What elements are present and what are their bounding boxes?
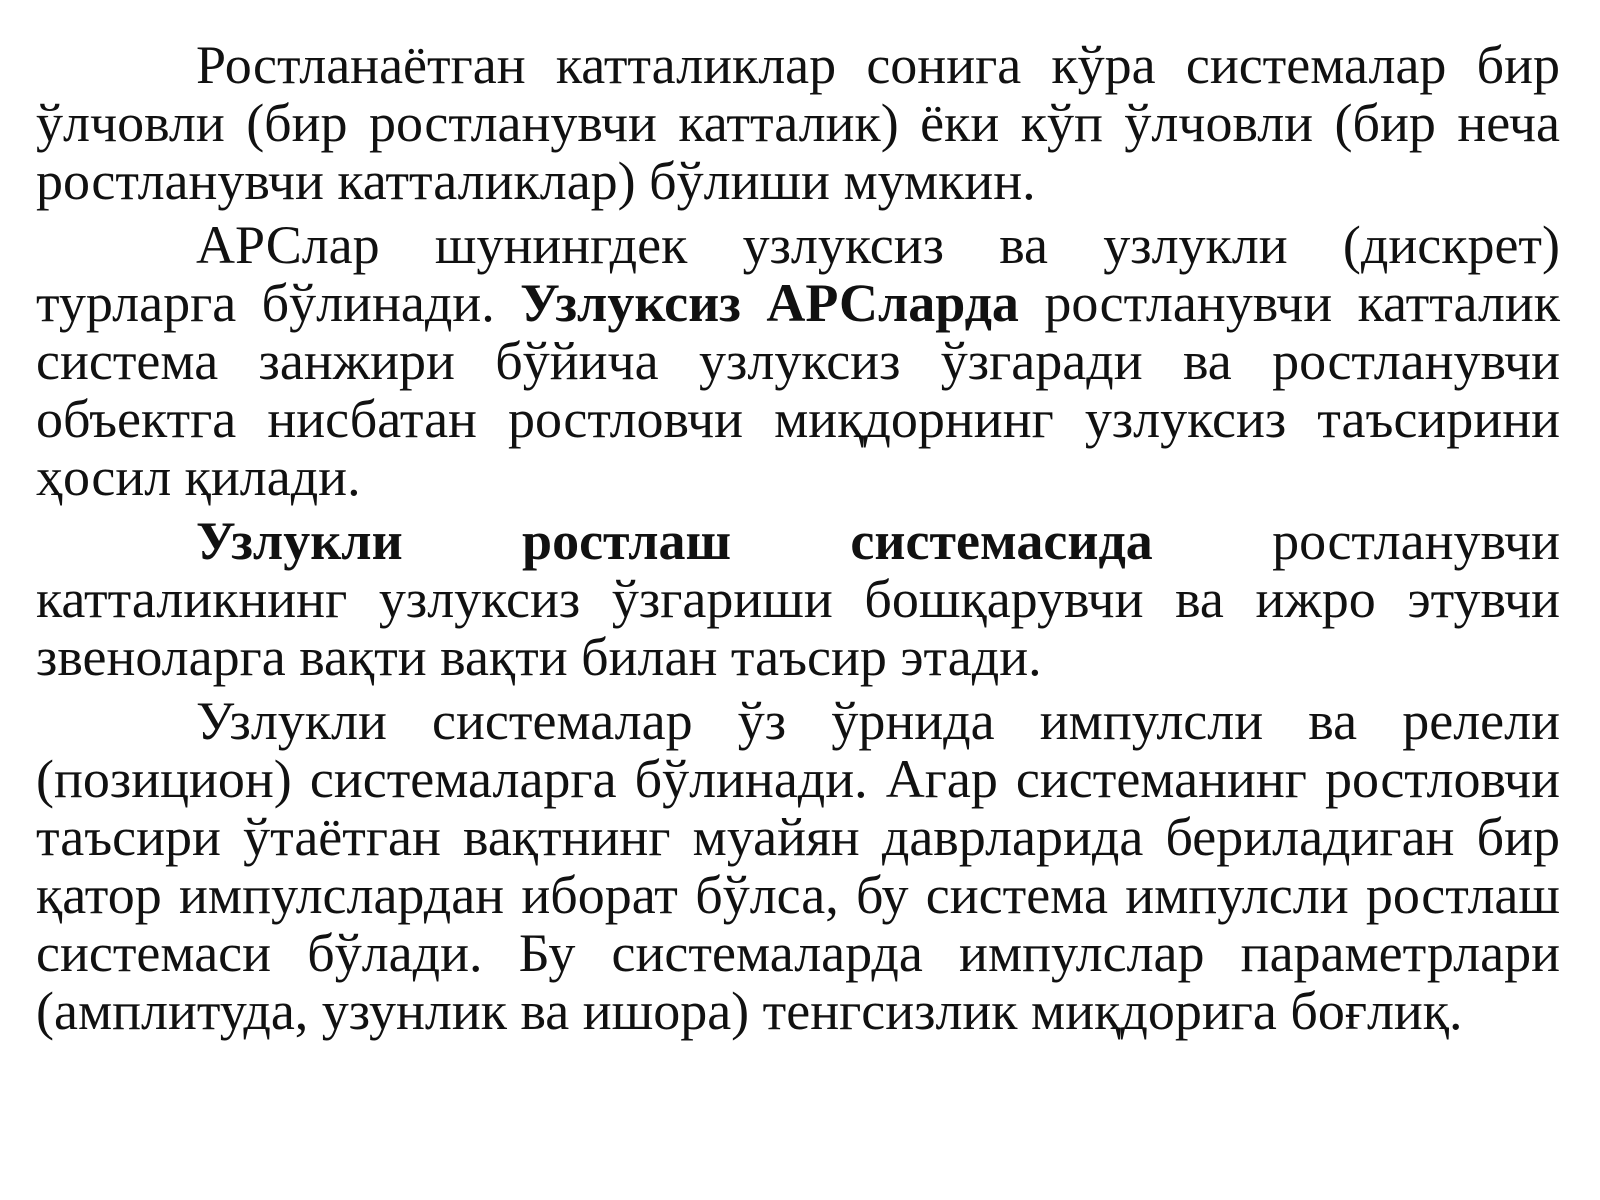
paragraph-2-text-a: АРСлар шунингдек узлуксиз ва узлукли (дискрет) турларга бўлинади. bbox=[36, 215, 1560, 333]
paragraph-1 bbox=[36, 36, 1560, 210]
document-page bbox=[36, 36, 1560, 1046]
paragraph-3-text: ростланувчи катталикнинг узлуксиз ўзгариши бошқарувчи ва ижро этувчи звеноларга вақти вақти билан таъсир этади. bbox=[36, 511, 1560, 687]
term-continuous-ars: Узлуксиз АРСларда bbox=[520, 273, 1019, 333]
paragraph-4 bbox=[36, 692, 1560, 1040]
paragraph-3 bbox=[36, 512, 1560, 686]
paragraph-2-text-b: ростланувчи катталик система занжири бўйича узлуксиз ўзгаради ва ростланувчи объектга нисбатан ростловчи миқдорнинг узлуксиз таъсирини ҳосил қилади. bbox=[36, 273, 1560, 507]
term-discrete-system: Узлукли ростлаш системасида bbox=[196, 511, 1153, 571]
paragraph-2 bbox=[36, 216, 1560, 506]
paragraph-4-text: Узлукли системалар ўз ўрнида импулсли ва релели (позицион) системаларга бўлинади. Агар системанинг ростловчи таъсири ўтаётган вақтнинг муайян даврларида бериладиган бир қатор импулслардан иборат бўлса, бу система импулсли ростлаш системаси бўлади. Бу системаларда импулслар параметрлари (амплитуда, узунлик ва ишора) тенгсизлик миқдорига боғлиқ. bbox=[36, 691, 1560, 1041]
paragraph-1-text: Ростланаётган катталиклар сонига кўра системалар бир ўлчовли (бир ростланувчи катталик) ёки кўп ўлчовли (бир неча ростланувчи катталиклар) бўлиши мумкин. bbox=[36, 35, 1560, 211]
